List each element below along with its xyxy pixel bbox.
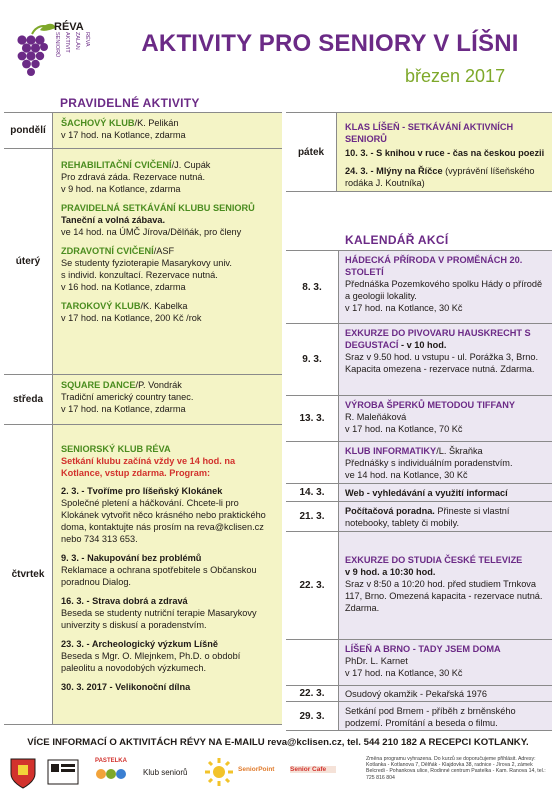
day-label: úterý [15,256,41,267]
activity-item [61,202,276,238]
club-note: Setkání klubu začíná vždy ve 14 hod. na Kotlance, vstup zdarma. Program: [61,456,236,478]
event-content [338,702,552,730]
event-content [338,324,552,395]
page-title: AKTIVITY PRO SENIORY V LÍŠNI [141,30,519,57]
footer-contact [0,737,556,748]
row-wednesday [4,374,282,424]
activity-detail: ve 14 hod. na ÚMČ Jírova/Dělňák, pro členy [61,227,242,237]
logo-side-word: AKTIVIT [64,32,70,53]
friday-title: S knihou v ruce - čas na českou poezii [376,148,545,158]
event-organizer: /L. Škraňka [436,446,483,456]
activity-title: KLAS LÍŠEŇ - SETKÁVÁNÍ AKTIVNÍCH SENIORŮ [345,122,514,144]
program-date: 23. 3. - [61,639,90,649]
activity-title: REHABILITAČNÍ CVIČENÍ [61,160,172,170]
calendar-event [286,483,552,501]
logo-side-word: SENIORŮ [54,32,60,58]
footer-email-link[interactable]: reva@kclisen.cz [267,737,342,748]
program-text: Beseda s Mgr. O. Mlejnkem, Ph.D. o období paleolitu a novodobých výzkumech. [61,651,241,673]
calendar-event [286,639,552,685]
activity-title: TAROKOVÝ KLUB [61,301,141,311]
event-content [338,396,552,441]
row-tuesday [4,148,282,374]
logo-name: RÉVA [54,21,84,33]
event-title: KLUB INFORMATIKY [345,446,437,456]
event-content [338,640,552,685]
event-content [338,484,552,501]
event-line: v 17 hod. na Kotlance, 70 Kč [345,424,463,434]
calendar-event [286,685,552,701]
event-date: 13. 3. [299,413,325,424]
program-title: Strava dobrá a zdravá [92,596,188,606]
activity-title: SQUARE DANCE [61,380,136,390]
event-highlight: Počítačová poradna. [345,506,435,516]
friday-date: 24. 3. - [345,166,374,176]
program-text: Beseda se studenty nutriční terapie Masarykovy univerzity s diskusí a poradenstvím. [61,608,257,630]
activity-detail: Se studenty fyzioterapie Masarykovy univ. [61,258,232,268]
event-date [286,640,338,685]
friday-date: 10. 3. - [345,148,374,158]
calendar-event [286,531,552,639]
program-text: Reklamace a ochrana spotřebitele s Občanskou poradnou Dialog. [61,565,257,587]
activity-detail: v 17 hod. na Kotlance, zdarma [61,130,186,140]
event-content [338,251,552,323]
event-text: Sraz v 9.50 hod. u vstupu - ul. Porážka 3, Brno. Kapacita omezena - rezervace nutná. Zdarma. [345,352,539,374]
event-date: 9. 3. [302,354,322,365]
tuesday-content [52,149,282,374]
activity-item [61,245,276,293]
program-title: Velikonoční dílna [115,682,191,692]
activity-organizer: /K. Kabelka [140,301,188,311]
page-subtitle: březen 2017 [405,66,506,86]
event-title: HÁDECKÁ PŘÍRODA V PROMĚNÁCH 20. STOLETÍ [345,255,523,277]
event-line: ve 14 hod. na Kotlance, 30 Kč [345,470,468,480]
event-date: 8. 3. [302,281,322,293]
program-date: 9. 3. - [61,553,85,563]
program-text: Společné pletení a háčkování. Chcete-li pro Klokánek vytvořit něco krásného nebo praktického doma, kontaktujte nás prosím na reva@kclisen.cz nebo 734 313 653. [61,498,266,544]
activity-highlight: Taneční a volná zábava. [61,215,165,225]
program-item [61,595,276,631]
senior-point-logo: SeniorPoint [238,766,275,773]
pastelka-figures-icon [91,764,131,784]
row-friday [286,112,552,192]
pastelka-logo-text: PASTELKA [95,758,127,764]
event-text: Sraz v 8:50 a 10:20 hod. před studiem Trnkova 117, Brno. Omezená kapacita - rezervace nutná. Zdarma. [345,579,543,613]
friday-text: (vyprávění líšeňského rodáka J. Koutníka) [345,166,535,188]
calendar-event [286,701,552,731]
day-label: pondělí [10,125,46,136]
event-text: Setkání pod Brnem - příběh z brněnského podzemí. Promítání a beseda o filmu. [345,706,516,728]
event-highlight: - v 10 hod. [398,340,447,350]
activity-item [61,300,276,324]
logo-side-word: RÉVA [84,32,90,47]
friday-title: Mlýny na Říčce [376,166,443,176]
activity-organizer: /K. Pelikán [134,118,179,128]
program-date: 16. 3. - [61,596,90,606]
activity-detail: v 16 hod. na Kotlance, zdarma [61,282,186,292]
event-content [338,442,552,483]
calendar-event [286,250,552,323]
logo-side-text [54,32,100,82]
activity-detail: v 17 hod. na Kotlance, 200 Kč /rok [61,313,202,323]
event-title: EXKURZE DO PIVOVARU HAUSKRECHT S DEGUSTACÍ [345,328,531,350]
activity-detail: Pro zdravá záda. Rezervace nutná. [61,172,206,182]
event-date [286,442,338,483]
monday-content [52,113,282,148]
event-text: Přednášky s individuálním poradenstvím. [345,458,513,468]
pastelka-logo [86,758,136,788]
calendar-event [286,323,552,395]
event-date: 22. 3. [299,580,325,591]
event-text: R. Maleňáková [345,412,407,422]
event-title: LÍŠEŇ A BRNO - TADY JSEM DOMA [345,644,501,654]
event-title: EXKURZE DO STUDIA ČESKÉ TELEVIZE [345,555,523,565]
program-date: 30. 3. 2017 - [61,682,113,692]
coat-of-arms-icon [8,756,38,790]
program-title: Archeologický výzkum Líšně [91,639,218,649]
activity-detail: v 9 hod. na Kotlance, zdarma [61,184,181,194]
program-item [61,638,276,674]
activity-title: ZDRAVOTNÍ CVIČENÍ [61,246,154,256]
day-label: čtvrtek [11,569,45,580]
activity-title: PRAVIDELNÁ SETKÁVÁNÍ KLUBU SENIORŮ [61,203,255,213]
footer-info-prefix: VÍCE INFORMACÍ O AKTIVITÁCH RÉVY NA E-MAILU [27,737,268,748]
day-label: středa [12,394,43,405]
activity-detail: v 17 hod. na Kotlance, zdarma [61,404,186,414]
row-thursday [4,424,282,725]
footer-info-suffix: , tel. 544 210 182 A RECEPCI KOTLANKY. [341,737,529,748]
event-content [338,532,552,639]
event-date: 21. 3. [299,511,325,522]
event-date: 29. 3. [299,710,325,722]
program-date: 2. 3. - [61,486,85,496]
activity-title: SENIORSKÝ KLUB RÉVA [61,444,171,454]
event-text: Osudový okamžik - Pekařská 1976 [345,689,487,699]
logo-side-word: ZALÁN [74,32,80,50]
event-highlight: v 9 hod. a 10:30 hod. [345,567,436,577]
event-date: 14. 3. [299,487,325,498]
activity-organizer: /J. Cupák [171,160,211,170]
activity-item [61,159,276,195]
activity-organizer: /ASF [153,246,175,256]
sun-flower-icon [204,756,234,790]
program-item [61,681,276,693]
event-highlight: Web - vyhledávání a využití informací [345,488,508,498]
calendar-event [286,395,552,441]
calendar-event [286,501,552,531]
program-title: Tvoříme pro líšeňský Klokánek [87,486,223,496]
wednesday-content [52,375,282,424]
activity-organizer: /P. Vondrák [135,380,182,390]
friday-content [336,113,552,191]
row-monday [4,112,282,148]
thursday-content [52,425,282,724]
program-item [61,485,276,545]
program-item [61,552,276,588]
day-label: pátek [297,146,325,158]
event-title: VÝROBA ŠPERKŮ METODOU TIFFANY [345,400,515,410]
event-content [338,502,552,531]
senior-cafe-logo: Senior Cafe [290,766,336,773]
partner-logos [8,756,338,792]
calendar-title: KALENDÁŘ AKCÍ [345,233,449,247]
event-text: Přednáška Pozemkového spolku Hády o přírodě a geologii lokality. [345,279,543,301]
activity-title: ŠACHOVÝ KLUB [61,118,135,128]
event-content [338,686,552,701]
event-line: v 17 hod. na Kotlance, 30 Kč [345,668,463,678]
event-text: PhDr. L. Karnet [345,656,408,666]
footer-note: Změna programu vyhrazena. Do kurzů se doporučujeme přihlásit. Adresy: Kotlanka - Kotlanova 7, Dělňák - Klajdovka 38, radnice - Jírova 2, zámek Belcredi - Pohankova ulice, Rodinné centrum Pastelka - Kam. Ranova 14, tel.: 725 816 804 [366,756,546,781]
event-text: Přineste si vlastní notebooky, tablety či mobily. [345,506,510,528]
regular-activities-title: PRAVIDELNÉ AKTIVITY [60,96,200,110]
activity-detail: Tradiční americký country tanec. [61,392,194,402]
club-seniors-text: Klub seniorů [143,768,188,777]
kulturni-centrum-logo-icon [46,756,80,790]
program-title: Nakupování bez problémů [87,553,202,563]
activity-detail: s individ. konzultací. Rezervace nutná. [61,270,218,280]
calendar-event [286,441,552,483]
regular-activities-table [4,112,282,725]
event-date: 22. 3. [299,688,325,699]
event-line: v 17 hod. na Kotlance, 30 Kč [345,303,463,313]
